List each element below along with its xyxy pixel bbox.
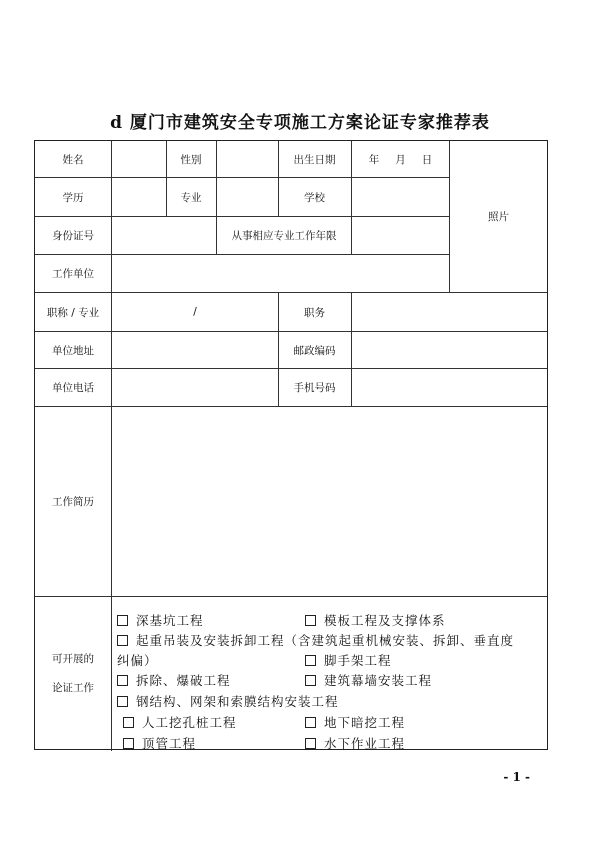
gender-label: 性别	[180, 153, 202, 166]
option-steel-structure[interactable]	[117, 692, 339, 710]
school-field[interactable]	[352, 178, 449, 216]
education-label: 学历	[62, 191, 84, 204]
position-label: 职务	[304, 306, 325, 319]
checkbox[interactable]	[305, 655, 316, 666]
option-formwork-support[interactable]	[305, 611, 446, 629]
mobile-field[interactable]	[352, 369, 547, 406]
postal-code-field[interactable]	[352, 332, 547, 368]
employer-phone-field[interactable]	[112, 369, 278, 406]
id-number-label: 身份证号	[52, 230, 94, 242]
option-label: 顶管工程	[142, 736, 197, 751]
option-lifting-installation[interactable]	[117, 631, 514, 649]
name-label: 姓名	[62, 153, 84, 166]
birth-day-label: 日	[421, 153, 433, 166]
checkbox[interactable]	[123, 717, 134, 728]
photo-label: 照片	[488, 211, 509, 223]
gender-field[interactable]	[217, 141, 278, 177]
birth-year-label: 年	[368, 153, 380, 166]
school-label: 学校	[304, 191, 325, 204]
id-number-field[interactable]	[112, 217, 216, 254]
page-title: d 厦门市建筑安全专项施工方案论证专家推荐表	[110, 113, 490, 133]
birth-date-label: 出生日期	[293, 153, 336, 166]
title-major-field[interactable]	[112, 293, 278, 331]
title-major-label: 职称 / 专业	[46, 306, 100, 319]
option-label: 钢结构、网架和索膜结构安装工程	[136, 694, 339, 709]
option-scaffolding[interactable]	[305, 651, 392, 669]
title-major-separator: /	[193, 306, 197, 318]
option-label: 纠偏）	[117, 653, 158, 668]
birth-month-label: 月	[395, 153, 406, 166]
option-underground-excavation[interactable]	[305, 713, 405, 731]
postal-code-label: 邮政编码	[293, 344, 336, 357]
years-in-field-label: 从事相应专业工作年限	[231, 230, 337, 242]
option-label: 人工挖孔桩工程	[142, 715, 237, 730]
available-work-label-line1: 可开展的	[52, 653, 94, 665]
employer-address-field[interactable]	[112, 332, 278, 368]
option-pipe-jacking[interactable]	[123, 734, 196, 752]
resume-label: 工作简历	[52, 496, 94, 508]
employer-address-label: 单位地址	[52, 344, 94, 357]
option-label: 深基坑工程	[136, 613, 204, 628]
option-curtain-wall[interactable]	[305, 671, 432, 689]
checkbox[interactable]	[117, 615, 128, 626]
option-label: 水下作业工程	[324, 736, 406, 751]
option-label: 建筑幕墙安装工程	[324, 673, 433, 688]
option-label: 拆除、爆破工程	[136, 673, 231, 688]
available-work-label	[35, 597, 111, 749]
checkbox[interactable]	[305, 717, 316, 728]
checkbox[interactable]	[117, 696, 128, 707]
recommendation-form	[34, 140, 548, 750]
birth-date-field[interactable]	[352, 141, 449, 177]
option-label: 脚手架工程	[324, 653, 392, 668]
option-demolition-blasting[interactable]	[117, 671, 231, 689]
employer-phone-label: 单位电话	[52, 382, 94, 394]
option-label: 模板工程及支撑体系	[324, 613, 446, 628]
option-label: 起重吊装及安装拆卸工程（含建筑起重机械安装、拆卸、垂直度	[136, 633, 515, 648]
checkbox[interactable]	[305, 675, 316, 686]
photo-box[interactable]	[450, 141, 547, 292]
employer-field[interactable]	[112, 255, 449, 292]
employer-label: 工作单位	[52, 268, 94, 280]
checkbox[interactable]	[117, 675, 128, 686]
major-label: 专业	[180, 191, 202, 204]
option-underwater-work[interactable]	[305, 734, 405, 752]
years-in-field-field[interactable]	[352, 217, 449, 254]
checkbox[interactable]	[305, 738, 316, 749]
position-field[interactable]	[352, 293, 547, 331]
option-manual-pile[interactable]	[123, 713, 237, 731]
checkbox[interactable]	[123, 738, 134, 749]
option-label: 地下暗挖工程	[324, 715, 406, 730]
option-deep-foundation-pit[interactable]	[117, 611, 204, 629]
resume-field[interactable]	[112, 407, 547, 596]
checkbox[interactable]	[305, 615, 316, 626]
available-work-label-line2: 论证工作	[52, 682, 94, 694]
checkbox[interactable]	[117, 635, 128, 646]
mobile-label: 手机号码	[293, 382, 336, 394]
education-field[interactable]	[112, 178, 166, 216]
major-field[interactable]	[217, 178, 278, 216]
option-lifting-installation-cont	[117, 651, 158, 669]
name-field[interactable]	[112, 141, 166, 177]
page-number: - 1 -	[503, 770, 530, 784]
